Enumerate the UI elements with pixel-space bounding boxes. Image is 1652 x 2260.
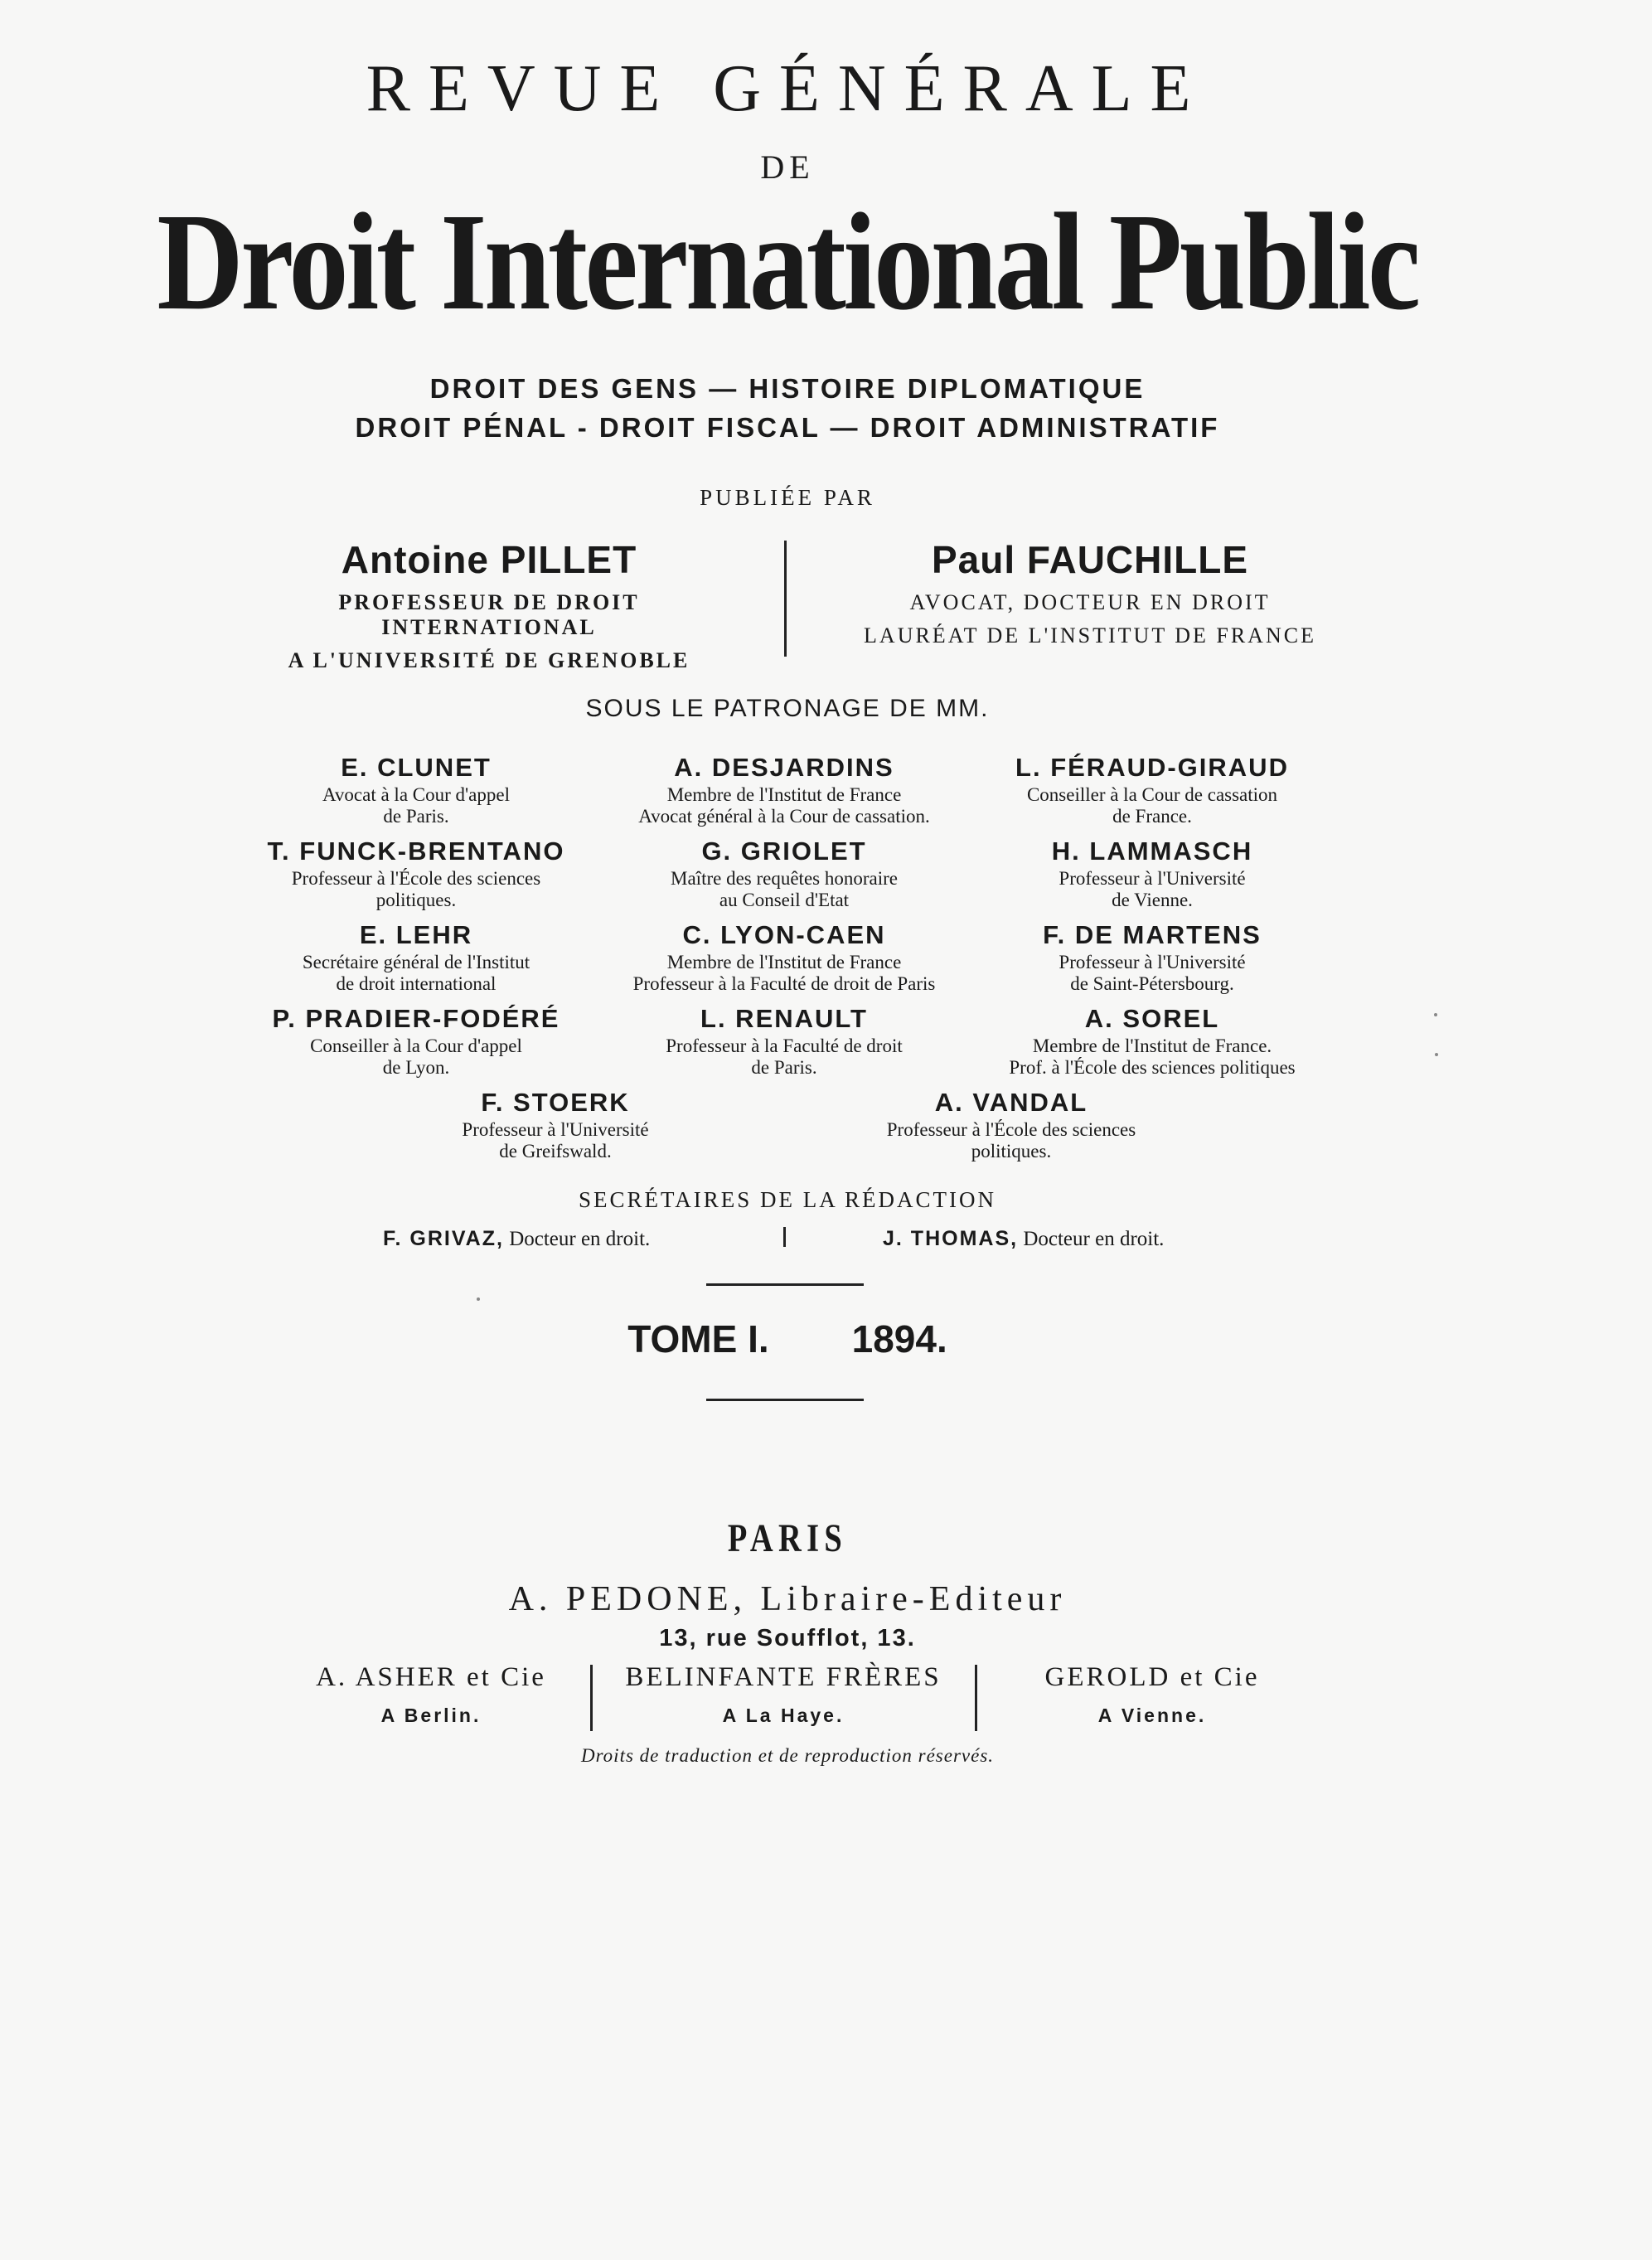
editor-divider xyxy=(784,541,787,657)
patron-desc: Maître des requêtes honoraire xyxy=(671,868,898,889)
patron-desc: Professeur à la Faculté de droit de Paris xyxy=(632,973,936,994)
patron-desc: Conseiller à la Cour d'appel xyxy=(310,1035,522,1056)
patron-desc: Membre de l'Institut de France xyxy=(666,784,902,805)
editor-name: Paul FAUCHILLE xyxy=(931,538,1249,581)
publisher-name: A. PEDONE, Libraire-Editeur xyxy=(508,1580,1067,1618)
secretary-divider xyxy=(783,1227,786,1247)
publisher-address: 13, rue Soufflot, 13. xyxy=(659,1625,916,1651)
distributor-belinfante xyxy=(609,1662,957,1727)
editor-title: PROFESSEUR DE DROIT INTERNATIONAL xyxy=(338,590,640,639)
patron-entry xyxy=(920,1002,1384,1079)
patron-name: A. VANDAL xyxy=(934,1088,1088,1117)
distributor-name: BELINFANTE FRÈRES xyxy=(625,1662,942,1692)
patron-name: F. STOERK xyxy=(481,1088,630,1117)
patron-name: L. FÉRAUD-GIRAUD xyxy=(1015,753,1289,782)
secretary-name: F. GRIVAZ, xyxy=(383,1227,504,1250)
patron-name: T. FUNCK-BRENTANO xyxy=(267,837,565,866)
patron-entry xyxy=(323,1086,787,1162)
secretaries-heading: SECRÉTAIRES DE LA RÉDACTION xyxy=(578,1187,997,1212)
rule-below-tome xyxy=(706,1399,864,1401)
editor-affiliation: A L'UNIVERSITÉ DE GRENOBLE xyxy=(288,648,690,672)
patron-desc: Avocat à la Cour d'appel xyxy=(322,784,510,805)
patron-desc: de Vienne. xyxy=(1112,890,1193,910)
distributor-name: A. ASHER et Cie xyxy=(316,1662,546,1692)
scan-speck xyxy=(477,1297,480,1301)
rule-above-tome xyxy=(706,1283,864,1286)
distributor-city: A Berlin. xyxy=(380,1705,482,1726)
subtitle-line-1: DROIT DES GENS — HISTOIRE DIPLOMATIQUE xyxy=(429,373,1146,404)
patron-name: G. GRIOLET xyxy=(701,837,867,866)
editor-fauchille xyxy=(841,537,1339,648)
patron-name: P. PRADIER-FODÉRÉ xyxy=(272,1004,560,1033)
editor-affiliation: LAURÉAT DE L'INSTITUT DE FRANCE xyxy=(864,623,1316,647)
patron-entry xyxy=(779,1086,1243,1162)
tome-volume: TOME I. xyxy=(627,1317,769,1360)
editor-title: AVOCAT, DOCTEUR EN DROIT xyxy=(909,590,1271,614)
patron-name: H. LAMMASCH xyxy=(1051,837,1253,866)
distributor-asher xyxy=(257,1662,605,1727)
patron-name: E. LEHR xyxy=(359,920,473,949)
scan-speck xyxy=(1435,1053,1438,1056)
secretary-title: Docteur en droit. xyxy=(1018,1228,1165,1250)
patron-desc: de Greifswald. xyxy=(499,1141,612,1162)
editor-pillet xyxy=(240,537,738,673)
patron-desc: de Saint-Pétersbourg. xyxy=(1070,973,1234,994)
patron-desc: de Lyon. xyxy=(382,1057,450,1078)
patron-entry xyxy=(920,919,1384,995)
patronage-heading: SOUS LE PATRONAGE DE MM. xyxy=(585,695,990,722)
secretary-thomas xyxy=(883,1227,1164,1251)
distributor-gerold xyxy=(978,1662,1326,1727)
patron-desc: Professeur à l'Université xyxy=(462,1119,649,1140)
tome-line xyxy=(0,1317,1575,1361)
patron-desc: Professeur à l'Université xyxy=(1059,952,1246,972)
patron-name: E. CLUNET xyxy=(341,753,492,782)
distributor-name: GEROLD et Cie xyxy=(1044,1662,1260,1692)
patron-entry xyxy=(920,751,1384,827)
patron-desc: politiques. xyxy=(375,890,457,910)
patron-desc: Secrétaire général de l'Institut xyxy=(302,952,530,972)
patron-desc: de Paris. xyxy=(383,806,449,827)
patron-desc: de Paris. xyxy=(751,1057,817,1078)
tome-year: 1894. xyxy=(851,1317,947,1360)
patron-name: C. LYON-CAEN xyxy=(682,920,886,949)
distributor-city: A Vienne. xyxy=(1097,1705,1207,1726)
patron-desc: Prof. à l'École des sciences politiques xyxy=(1009,1057,1296,1078)
subtitle-line-2: DROIT PÉNAL - DROIT FISCAL — DROIT ADMINISTRATIF xyxy=(355,412,1220,443)
published-by: PUBLIÉE PAR xyxy=(700,485,875,510)
patron-desc: au Conseil d'Etat xyxy=(719,890,850,910)
patron-desc: politiques. xyxy=(971,1141,1052,1162)
patron-name: L. RENAULT xyxy=(700,1004,868,1033)
patron-desc: Professeur à l'École des sciences xyxy=(886,1119,1136,1140)
patron-desc: Membre de l'Institut de France. xyxy=(1032,1035,1272,1056)
rights-notice: Droits de traduction et de reproduction réservés. xyxy=(580,1745,995,1766)
patron-name: A. DESJARDINS xyxy=(674,753,894,782)
secretary-title: Docteur en droit. xyxy=(503,1228,651,1250)
journal-title-de: DE xyxy=(760,148,815,186)
patron-desc: Professeur à l'Université xyxy=(1059,868,1246,889)
patron-desc: Professeur à l'École des sciences xyxy=(291,868,541,889)
secretary-grivaz xyxy=(383,1227,650,1251)
patron-entry xyxy=(920,835,1384,911)
distributor-divider xyxy=(975,1665,977,1731)
publisher-city: PARIS xyxy=(727,1516,848,1560)
secretary-name: J. THOMAS, xyxy=(883,1227,1019,1250)
journal-title-revue: REVUE GÉNÉRALE xyxy=(366,52,1209,125)
patron-name: F. DE MARTENS xyxy=(1043,920,1262,949)
scan-speck xyxy=(1434,1013,1437,1016)
editor-name: Antoine PILLET xyxy=(341,538,637,581)
patron-desc: Membre de l'Institut de France xyxy=(666,952,902,972)
patron-desc: Conseiller à la Cour de cassation xyxy=(1026,784,1278,805)
patron-name: A. SOREL xyxy=(1084,1004,1220,1033)
patron-desc: Professeur à la Faculté de droit xyxy=(666,1035,903,1056)
distributor-city: A La Haye. xyxy=(722,1705,845,1726)
patron-desc: Avocat général à la Cour de cassation. xyxy=(638,806,930,827)
journal-main-title: Droit International Public xyxy=(157,185,1418,339)
patron-desc: de droit international xyxy=(336,973,497,994)
distributor-divider xyxy=(590,1665,593,1731)
patron-desc: de France. xyxy=(1112,806,1192,827)
